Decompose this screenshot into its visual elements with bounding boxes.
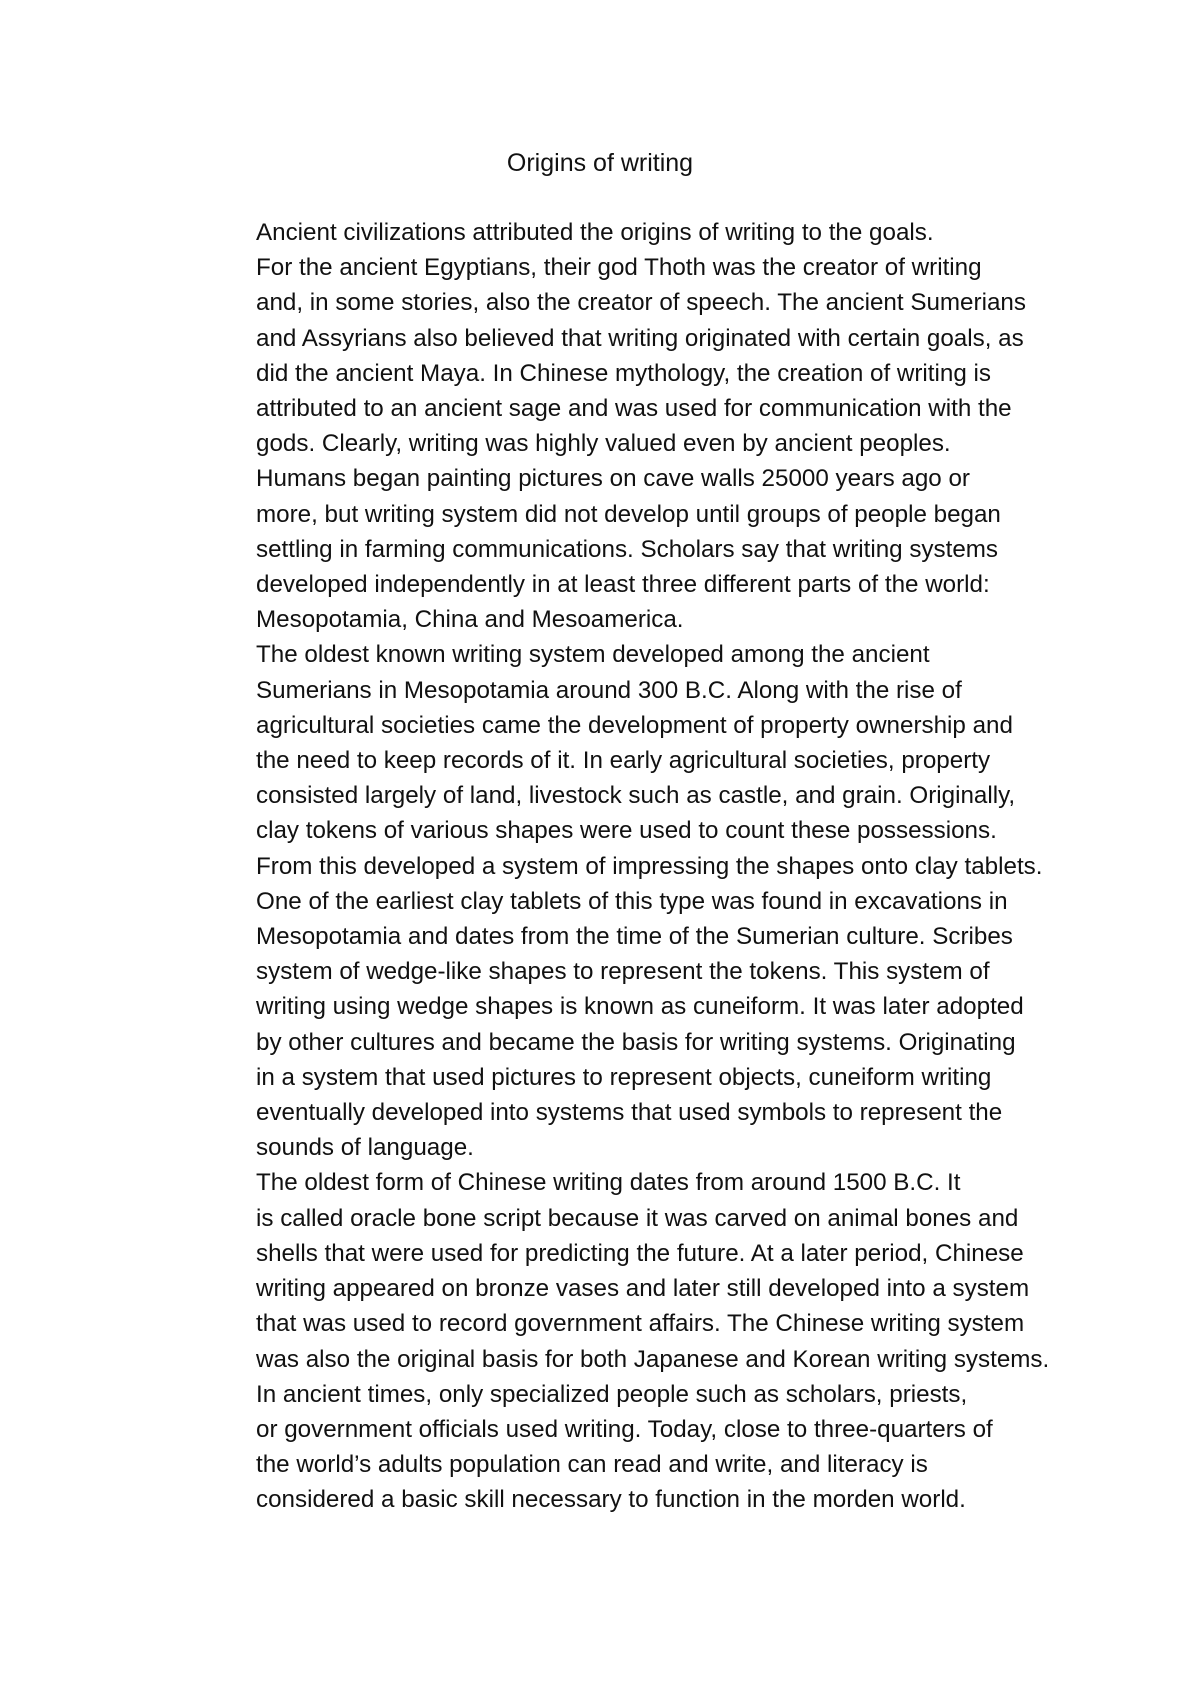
- text-line: Mesopotamia, China and Mesoamerica.: [256, 606, 684, 634]
- document-body: [184, 215, 1050, 1518]
- text-line: writing using wedge shapes is known as cuneiform. It was later adopted: [256, 993, 1024, 1021]
- text-line: Humans began painting pictures on cave walls 25000 years ago or: [256, 465, 970, 493]
- text-line: is called oracle bone script because it was carved on animal bones and: [256, 1204, 1019, 1232]
- text-line: The oldest known writing system developed among the ancient: [256, 641, 930, 669]
- text-line: One of the earliest clay tablets of this type was found in excavations in: [256, 887, 1008, 915]
- text-line: gods. Clearly, writing was highly valued even by ancient peoples.: [256, 430, 951, 458]
- text-line: agricultural societies came the development of property ownership and: [256, 711, 1013, 739]
- text-line: the need to keep records of it. In early agricultural societies, property: [256, 747, 991, 775]
- text-line: From this developed a system of impressing the shapes onto clay tablets.: [256, 852, 1043, 880]
- text-line: in a system that used pictures to represent objects, cuneiform writing: [256, 1063, 992, 1091]
- text-line: clay tokens of various shapes were used to count these possessions.: [256, 817, 997, 845]
- text-line: attributed to an ancient sage and was used for communication with the: [256, 395, 1012, 423]
- text-line: system of wedge-like shapes to represent the tokens. This system of: [256, 958, 990, 986]
- text-line: or government officials used writing. Today, close to three-quarters of: [256, 1415, 993, 1443]
- text-line: developed independently in at least three different parts of the world:: [256, 571, 990, 599]
- paragraph: [184, 1165, 1050, 1376]
- text-line: and, in some stories, also the creator of speech. The ancient Sumerians: [256, 289, 1026, 317]
- paragraph: [184, 461, 1028, 637]
- text-line: Mesopotamia and dates from the time of the Sumerian culture. Scribes: [256, 923, 1013, 951]
- text-line: did the ancient Maya. In Chinese mythology, the creation of writing is: [256, 359, 991, 387]
- text-line: shells that were used for predicting the future. At a later period, Chinese: [256, 1239, 1024, 1267]
- text-line: For the ancient Egyptians, their god Thoth was the creator of writing: [256, 254, 982, 282]
- document-title: Origins of writing: [506, 149, 694, 177]
- text-line: Sumerians in Mesopotamia around 300 B.C. Along with the rise of: [256, 676, 962, 704]
- text-line: by other cultures and became the basis for writing systems. Originating: [256, 1028, 1016, 1056]
- text-line: sounds of language.: [256, 1134, 474, 1162]
- text-line: settling in farming communications. Scholars say that writing systems: [256, 535, 999, 563]
- text-line: consisted largely of land, livestock such as castle, and grain. Originally,: [256, 782, 1016, 810]
- paragraph: [184, 1377, 1028, 1518]
- text-line: In ancient times, only specialized people such as scholars, priests,: [256, 1380, 968, 1408]
- paragraph: [184, 637, 1043, 1165]
- text-line: considered a basic skill necessary to function in the morden world.: [256, 1486, 966, 1514]
- text-line: that was used to record government affairs. The Chinese writing system: [256, 1310, 1025, 1338]
- text-line: the world’s adults population can read and write, and literacy is: [256, 1451, 928, 1479]
- text-line: writing appeared on bronze vases and later still developed into a system: [256, 1275, 1030, 1303]
- text-line: The oldest form of Chinese writing dates from around 1500 B.C. It: [256, 1169, 961, 1197]
- text-line: Ancient civilizations attributed the origins of writing to the goals.: [256, 219, 934, 246]
- text-line: eventually developed into systems that used symbols to represent the: [256, 1099, 1003, 1127]
- text-line: was also the original basis for both Japanese and Korean writing systems.: [256, 1345, 1050, 1373]
- text-line: more, but writing system did not develop until groups of people began: [256, 500, 1001, 528]
- paragraph: [184, 215, 1028, 461]
- text-line: and Assyrians also believed that writing originated with certain goals, as: [256, 324, 1024, 352]
